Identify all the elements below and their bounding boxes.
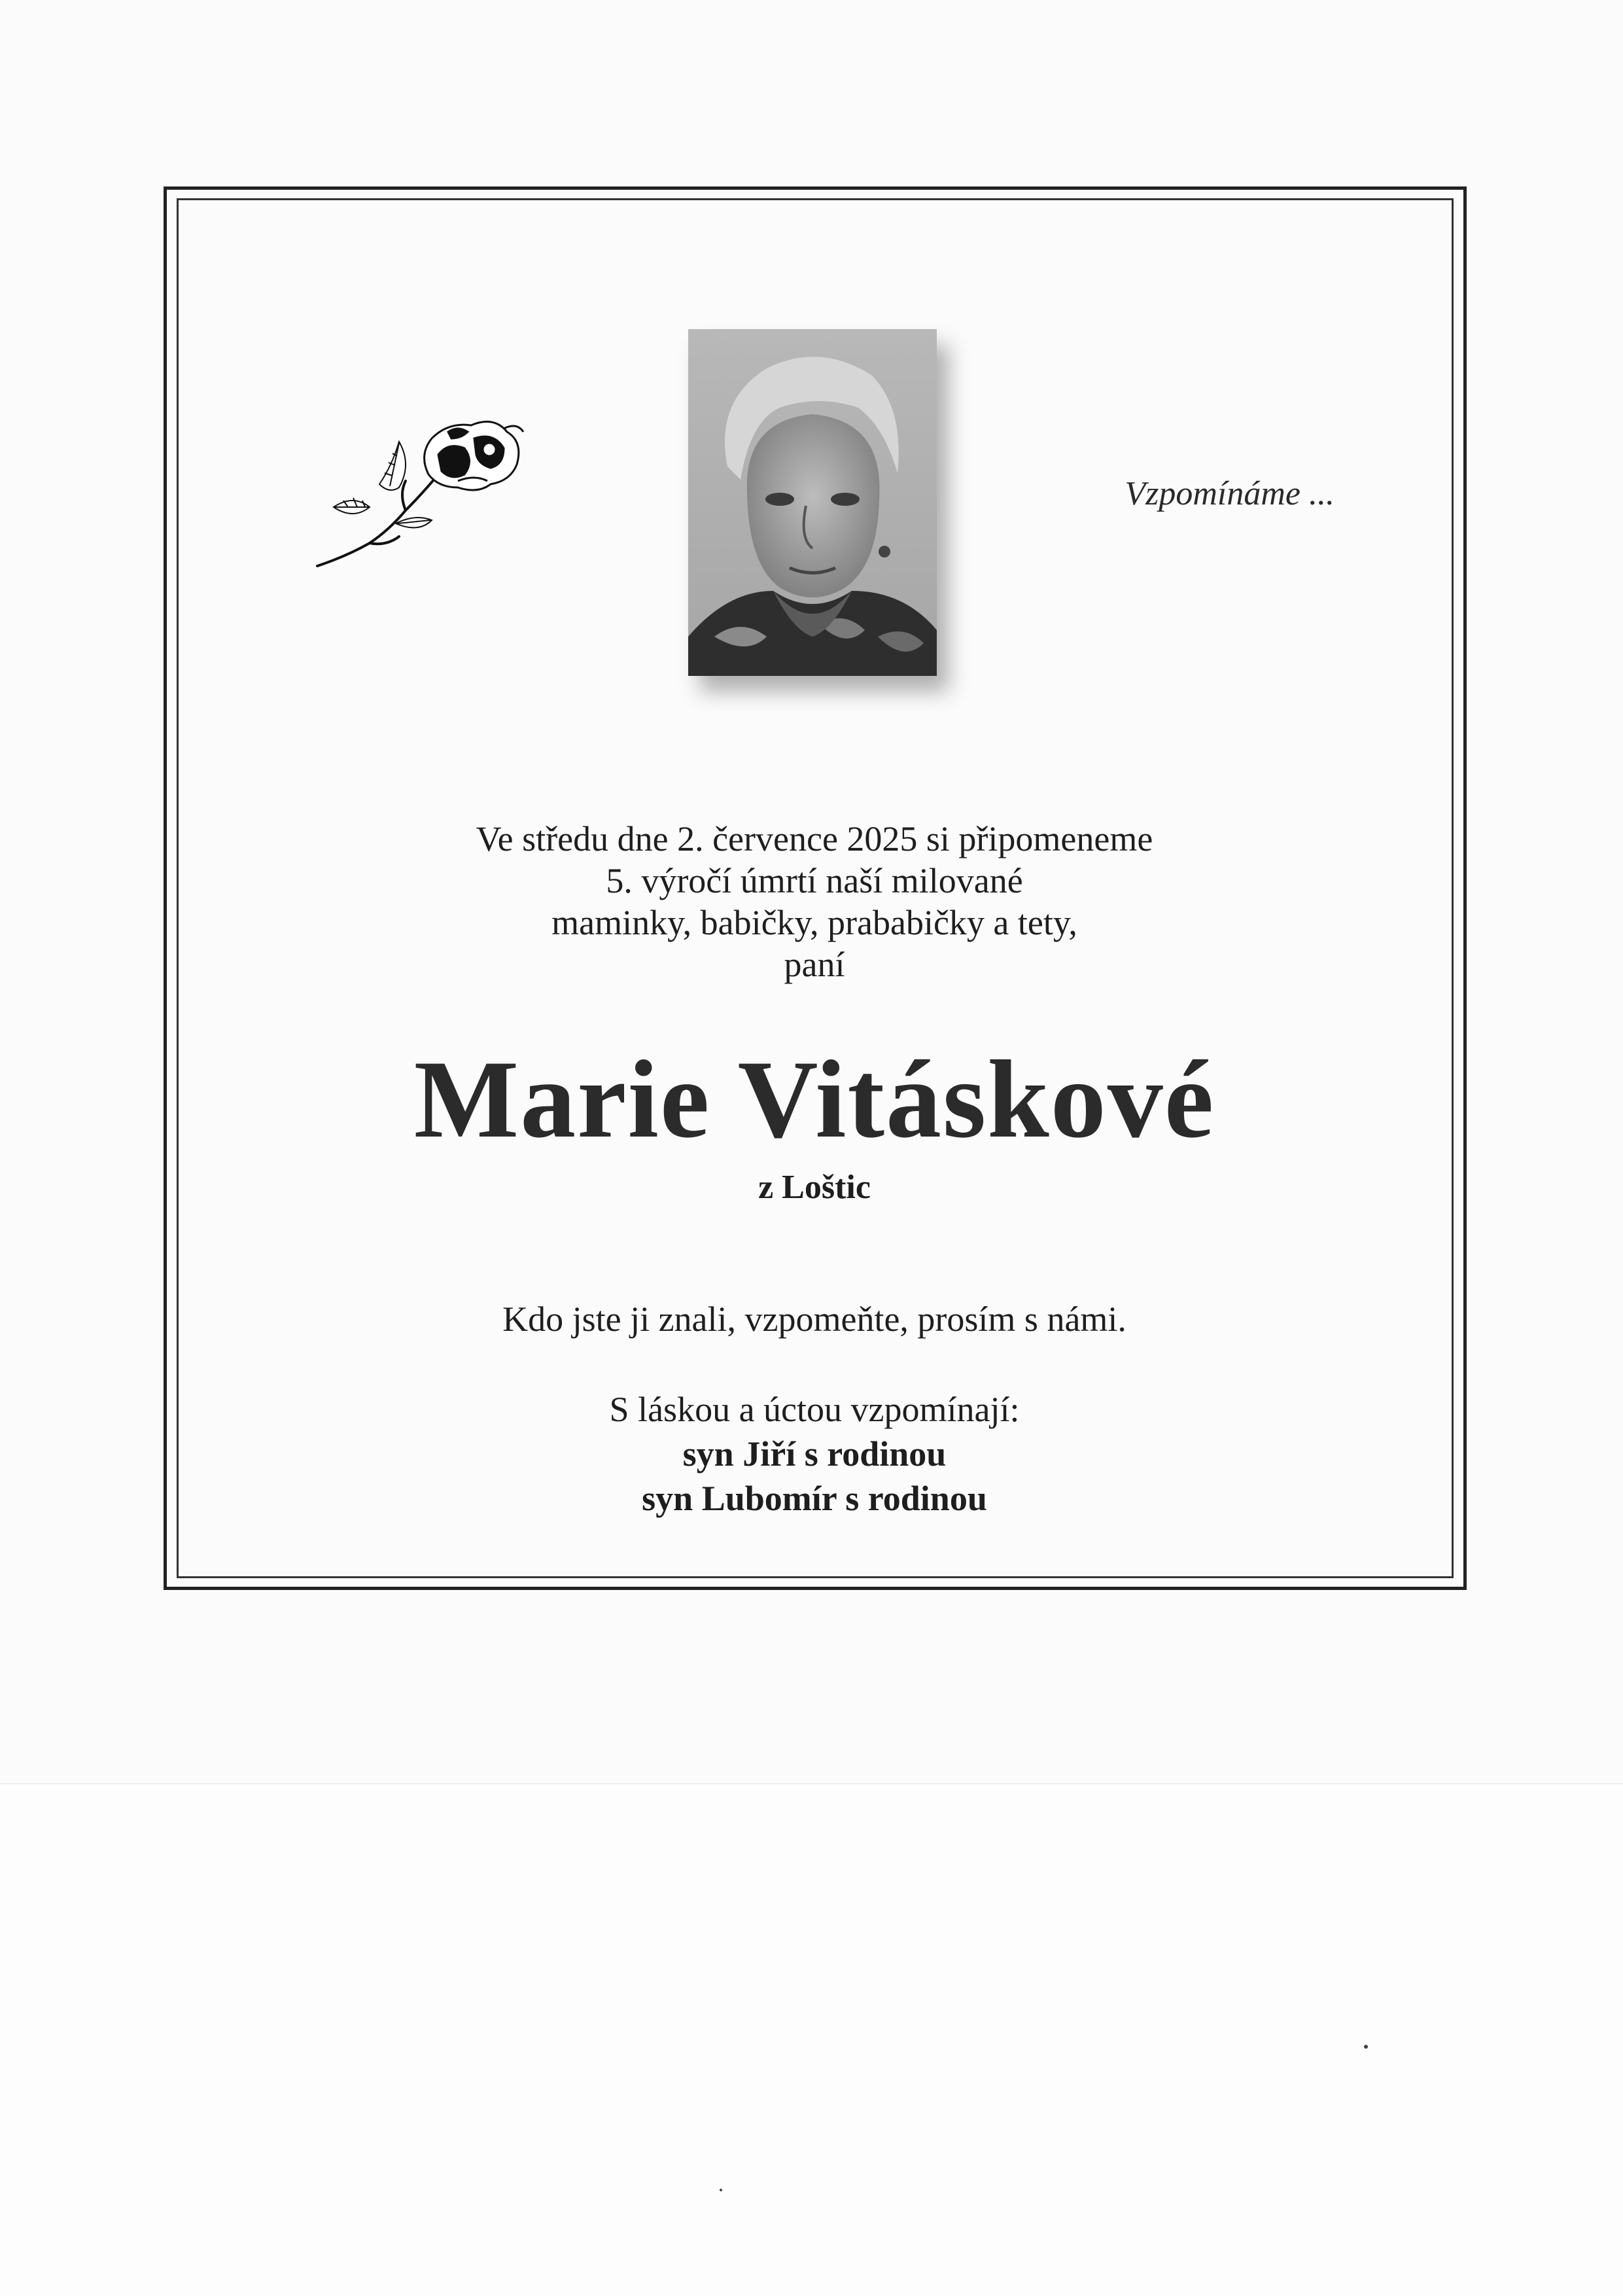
scan-speck — [720, 2189, 722, 2191]
intro-line: Ve středu dne 2. července 2025 si připomeneme — [476, 819, 1153, 858]
intro-line: 5. výročí úmrtí naší milované — [606, 861, 1023, 900]
mourner-line: syn Lubomír s rodinou — [642, 1479, 987, 1518]
blank-lower-area — [0, 1783, 1623, 2296]
remember-label: Vzpomínáme ... — [1125, 475, 1335, 512]
portrait-photo — [688, 329, 937, 676]
deceased-name: Marie Vitáskové — [413, 1038, 1215, 1161]
intro-line: maminky, babičky, prababičky a tety, — [551, 903, 1077, 942]
mourner-line: syn Jiří s rodinou — [682, 1434, 947, 1474]
signoff-intro: S láskou a úctou vzpomínají: — [609, 1390, 1020, 1429]
signoff-block — [196, 1387, 1433, 1521]
rose-icon — [307, 402, 543, 579]
intro-text — [196, 818, 1433, 985]
intro-line: paní — [784, 945, 845, 984]
scan-speck — [1364, 2045, 1368, 2049]
invitation-text: Kdo jste ji znali, vzpomeňte, prosím s námi. — [502, 1299, 1126, 1339]
hometown: z Loštic — [758, 1169, 871, 1206]
